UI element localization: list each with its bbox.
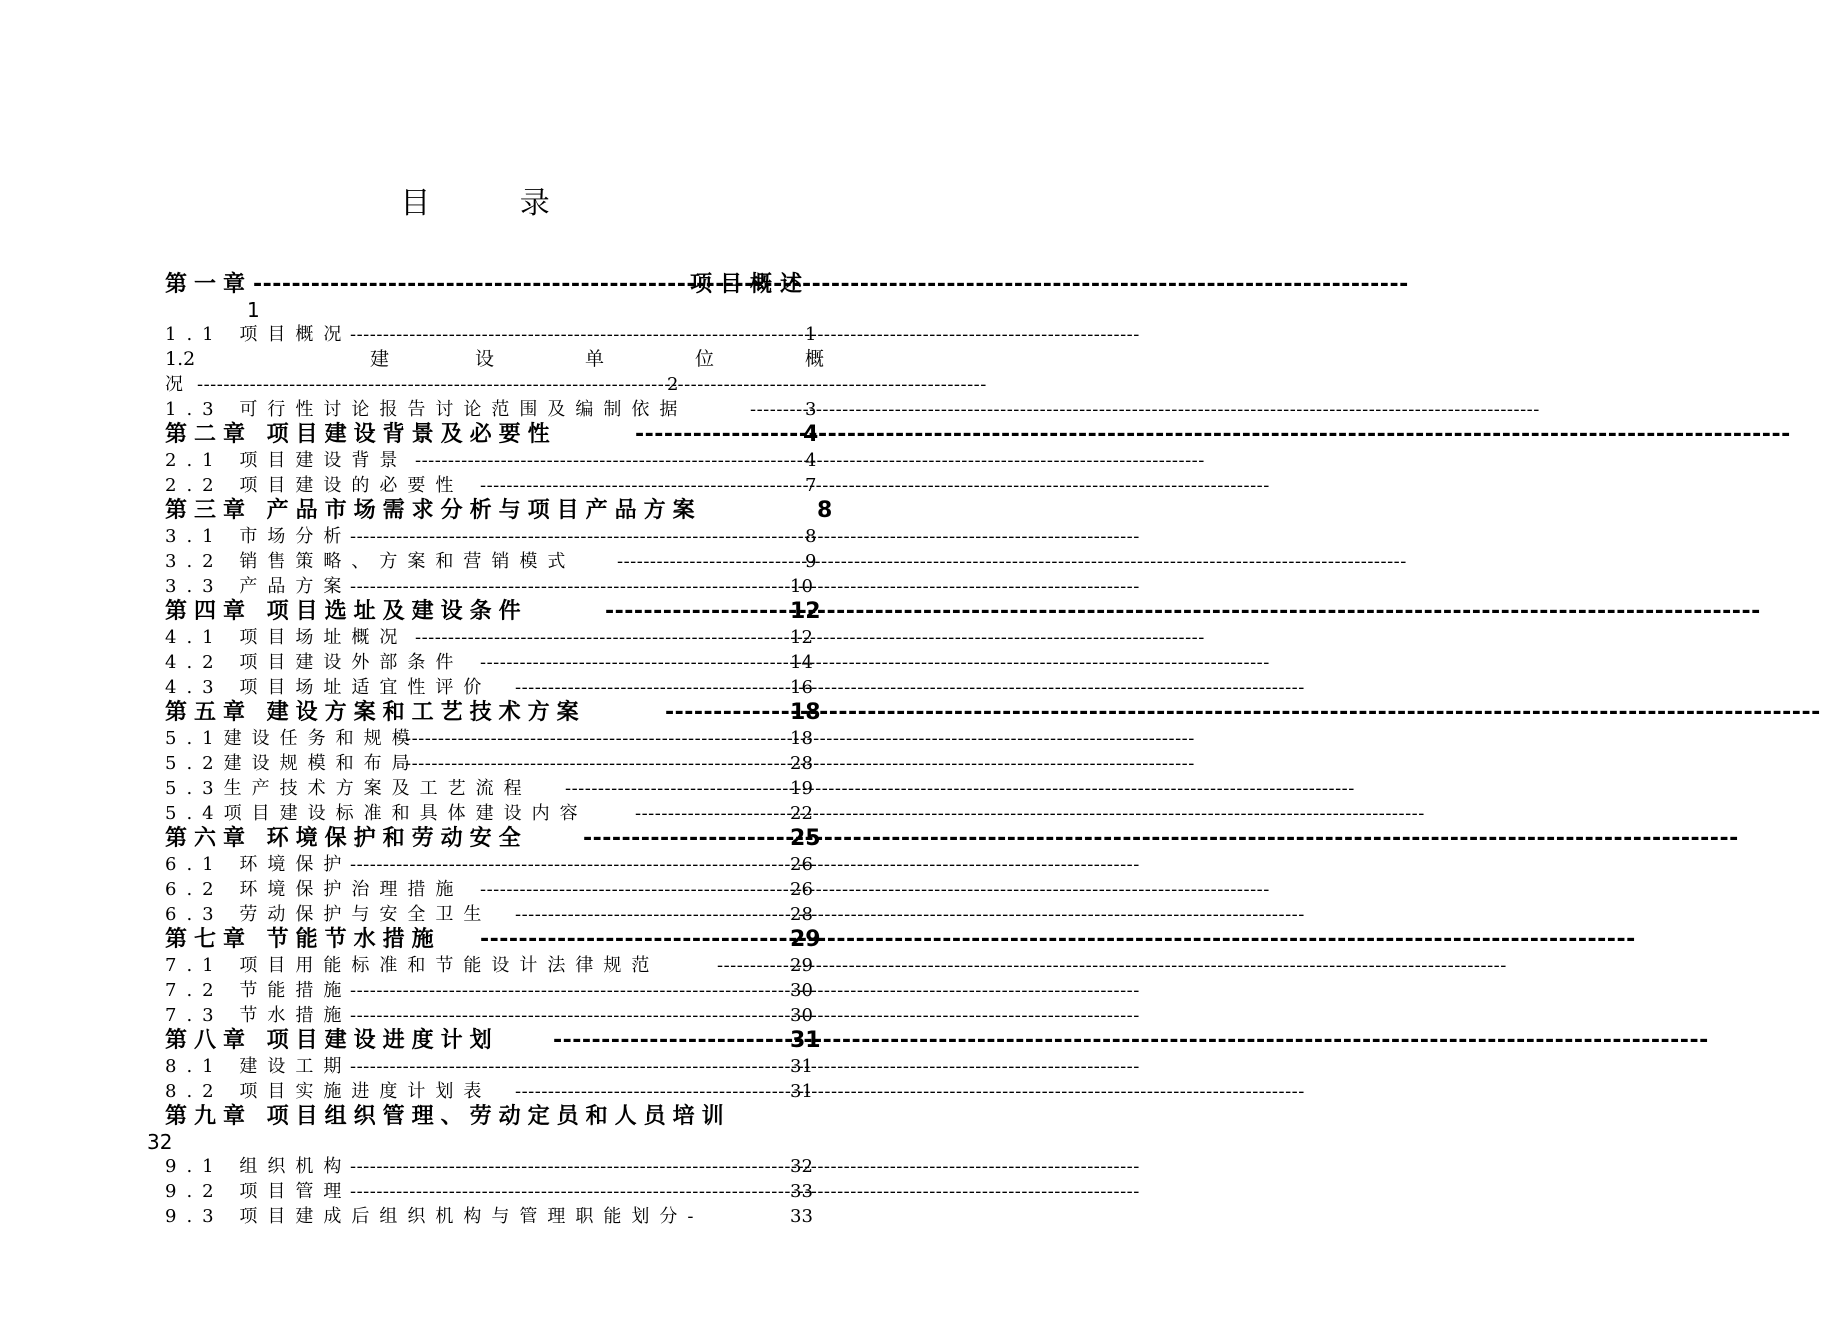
toc-chapter-6[interactable]: 第六章 环境保护和劳动安全 ----- 25 [165,826,830,852]
toc-entry[interactable]: 7.3 节水措施 ----- 30 [165,1003,830,1028]
toc-entry-split[interactable]: 1.2 建 设 单 位 概 [165,348,825,370]
toc-chapter-2[interactable]: 第二章 项目建设背景及必要性 ----- 4 [165,422,830,448]
toc-entry[interactable]: 9.1 组织机构 ----- 32 [165,1154,830,1179]
toc-page-number: 1 [247,298,260,322]
toc-entry[interactable]: 2.2 项目建设的必要性 ----- 7 [165,473,830,498]
toc-entry[interactable]: 5.2建设规模和布局 ----- 28 [165,751,830,776]
toc-chapter-5[interactable]: 第五章 建设方案和工艺技术方案 ----- 18 [165,700,830,726]
table-of-contents [147,272,833,1229]
toc-chapter-3[interactable]: 第三章 产品市场需求分析与项目产品方案 8 [165,498,833,523]
toc-chapter-8[interactable]: 第八章 项目建设进度计划 ----- 31 [165,1028,830,1054]
toc-entry[interactable]: 5.3生产技术方案及工艺流程 ----- 19 [165,776,830,801]
toc-entry[interactable]: 9.3 项目建成后组织机构与管理职能划分- 33 [165,1206,813,1227]
toc-entry[interactable]: 3.3 产品方案 ----- 10 [165,574,830,599]
toc-entry[interactable]: 5.1建设任务和规模 ----- 18 [165,726,830,751]
toc-entry[interactable]: 3.1 市场分析 ----- 8 [165,524,830,549]
toc-chapter-7[interactable]: 第七章 节能节水措施 ----- 29 [165,927,830,953]
toc-entry[interactable]: 9.2 项目管理 ----- 33 [165,1179,830,1204]
toc-entry[interactable]: 8.1 建设工期 ----- 31 [165,1054,830,1079]
toc-entry[interactable]: 7.1 项目用能标准和节能设计法律规范 ----- 29 [165,953,830,978]
toc-chapter-9[interactable]: 第九章 项目组织管理、劳动定员和人员培训 [165,1104,731,1129]
toc-entry[interactable]: 1.1 项目概况 ----- 1 [165,322,830,347]
toc-entry[interactable]: 6.3 劳动保护与安全卫生 ----- 28 [165,902,830,927]
toc-entry[interactable]: 5.4项目建设标准和具体建设内容 ----- 22 [165,801,830,826]
toc-entry[interactable]: 4.2 项目建设外部条件 ----- 14 [165,650,830,675]
toc-entry[interactable]: 1.3 可行性讨论报告讨论范围及编制依据 ----- 3 [165,397,830,422]
toc-entry[interactable]: 8.2 项目实施进度计划表 ----- 31 [165,1079,830,1104]
toc-entry[interactable]: 3.2 销售策略、方案和营销模式 ----- 9 [165,549,830,574]
toc-chapter-1[interactable]: 第一章 ----- 项目概述 [165,272,830,298]
toc-entry[interactable]: 6.2 环境保护治理措施 ----- 26 [165,877,830,902]
toc-entry[interactable]: 6.1 环境保护 ----- 26 [165,852,830,877]
toc-entry[interactable]: 7.2 节能措施 ----- 30 [165,978,830,1003]
toc-entry[interactable]: 况 ----- 2 [165,372,830,397]
toc-entry[interactable]: 4.3 项目场址适宜性评价 ----- 16 [165,675,830,700]
toc-entry[interactable]: 4.1 项目场址概况 ----- 12 [165,625,830,650]
toc-chapter-4[interactable]: 第四章 项目选址及建设条件 ----- 12 [165,599,830,625]
toc-entry[interactable]: 2.1 项目建设背景 ----- 4 [165,448,830,473]
toc-title: 目 录 [400,186,590,221]
toc-page-number: 32 [147,1130,173,1154]
